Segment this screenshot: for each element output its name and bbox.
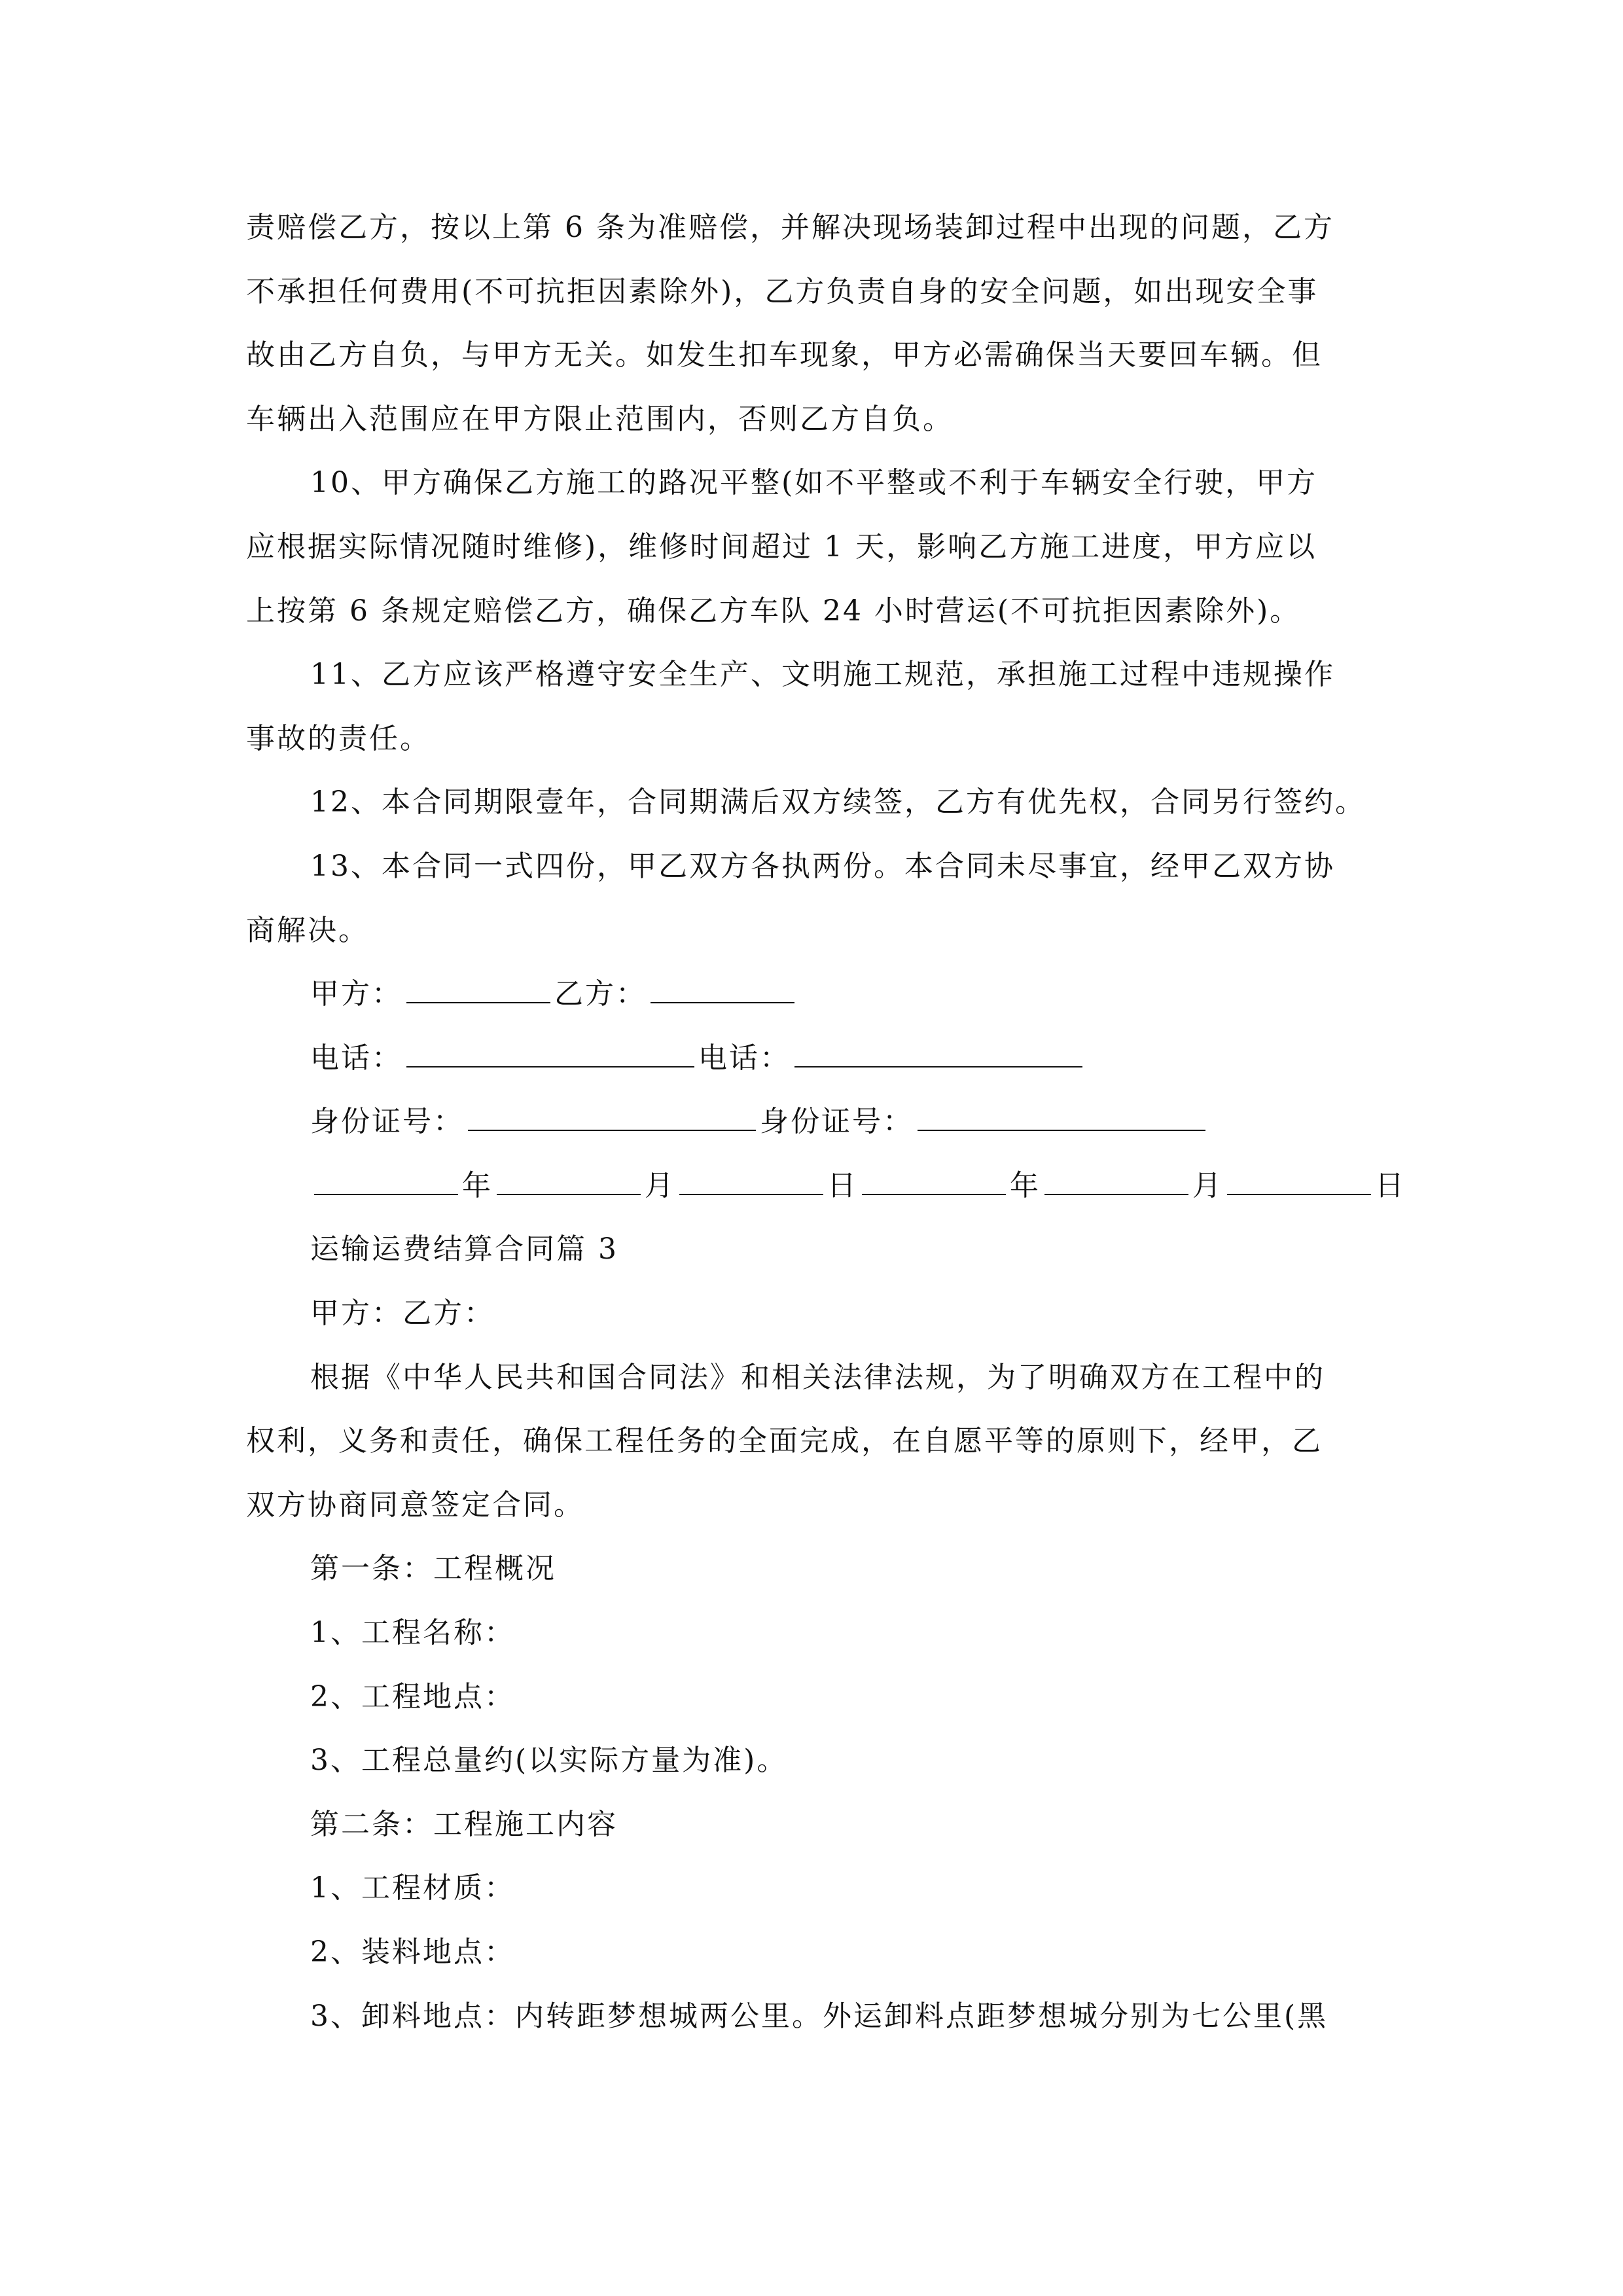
text-line: 车辆出入范围应在甲方限止范围内，否则乙方自负。 xyxy=(246,403,954,436)
article-2-item: 3、卸料地点：内转距梦想城两公里。外运卸料点距梦想城分别为七公里(黑 xyxy=(310,2000,1329,2033)
phone-b-blank xyxy=(794,1040,1082,1067)
article-1-item: 2、工程地点： xyxy=(310,1680,515,1713)
id-a-label: 身份证号： xyxy=(310,1105,464,1138)
article-1-item: 3、工程总量约(以实际方量为准)。 xyxy=(310,1744,788,1777)
date-blank xyxy=(314,1168,458,1195)
year-label: 年 xyxy=(462,1169,493,1202)
id-b-blank xyxy=(918,1103,1205,1131)
clause-11-line: 11、乙方应该严格遵守安全生产、文明施工规范，承担施工过程中违规操作 xyxy=(310,658,1335,691)
date-blank xyxy=(679,1168,823,1195)
clause-12-line: 12、本合同期限壹年，合同期满后双方续签，乙方有优先权，合同另行签约。 xyxy=(310,785,1366,819)
date-blank xyxy=(862,1168,1006,1195)
article-2-item: 1、工程材质： xyxy=(310,1871,515,1905)
article-2-item: 2、装料地点： xyxy=(310,1935,515,1969)
signature-id-row xyxy=(310,1102,1449,1141)
preamble-line: 双方协商同意签定合同。 xyxy=(246,1488,584,1522)
year-label: 年 xyxy=(1010,1169,1041,1202)
phone-b-label: 电话： xyxy=(698,1041,791,1075)
month-label: 月 xyxy=(1192,1169,1223,1202)
clause-10-line: 应根据实际情况随时维修)，维修时间超过 1 天，影响乙方施工进度，甲方应以 xyxy=(246,530,1317,564)
id-b-label: 身份证号： xyxy=(760,1105,914,1138)
clause-11-line: 事故的责任。 xyxy=(246,722,431,755)
phone-a-blank xyxy=(406,1040,694,1067)
article-1-item: 1、工程名称： xyxy=(310,1616,515,1649)
preamble-line: 权利，义务和责任，确保工程任务的全面完成，在自愿平等的原则下，经甲，乙 xyxy=(246,1424,1323,1458)
clause-13-line: 商解决。 xyxy=(246,914,369,947)
date-blank xyxy=(497,1168,641,1195)
section-title: 运输运费结算合同篇 3 xyxy=(310,1232,618,1266)
signature-phone-row xyxy=(310,1039,1449,1078)
day-label: 日 xyxy=(1375,1169,1406,1202)
phone-a-label: 电话： xyxy=(310,1041,402,1075)
month-label: 月 xyxy=(645,1169,675,1202)
party-a-blank xyxy=(406,976,550,1003)
text-line: 责赔偿乙方，按以上第 6 条为准赔偿，并解决现场装卸过程中出现的问题，乙方 xyxy=(246,211,1334,244)
id-a-blank xyxy=(468,1103,756,1131)
preamble-line: 根据《中华人民共和国合同法》和相关法律法规，为了明确双方在工程中的 xyxy=(310,1361,1325,1394)
text-line: 不承担任何费用(不可抗拒因素除外)，乙方负责自身的安全问题，如出现安全事 xyxy=(246,275,1319,308)
clause-10-line: 上按第 6 条规定赔偿乙方，确保乙方车队 24 小时营运(不可抗拒因素除外)。 xyxy=(246,594,1301,628)
clause-10-line: 10、甲方确保乙方施工的路况平整(如不平整或不利于车辆安全行驶，甲方 xyxy=(310,466,1318,499)
clause-13-line: 13、本合同一式四份，甲乙双方各执两份。本合同未尽事宜，经甲乙双方协 xyxy=(310,850,1335,883)
article-1-title: 第一条：工程概况 xyxy=(310,1552,556,1585)
date-blank xyxy=(1227,1168,1371,1195)
party-a-label: 甲方： xyxy=(310,977,402,1011)
text-line: 故由乙方自负，与甲方无关。如发生扣车现象，甲方必需确保当天要回车辆。但 xyxy=(246,338,1323,372)
party-b-label: 乙方： xyxy=(554,977,647,1011)
signature-date-row xyxy=(310,1166,1449,1206)
day-label: 日 xyxy=(827,1169,858,1202)
parties-line: 甲方：乙方： xyxy=(310,1297,495,1330)
article-2-title: 第二条：工程施工内容 xyxy=(310,1808,618,1841)
party-b-blank xyxy=(651,976,794,1003)
date-blank xyxy=(1044,1168,1188,1195)
signature-parties-row xyxy=(310,975,1449,1014)
